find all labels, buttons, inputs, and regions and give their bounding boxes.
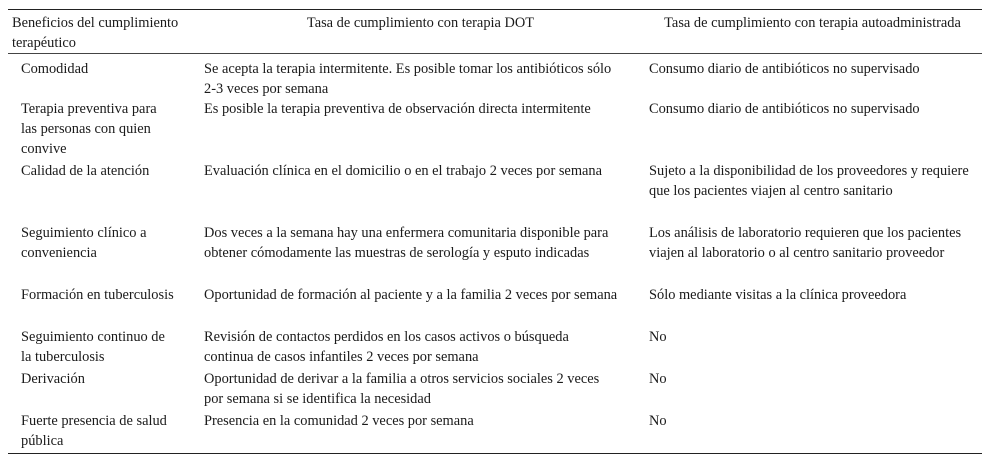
benefit-cell: Calidad de la atención [21, 163, 150, 179]
dot-cell: Oportunidad de formación al paciente y a la familia 2 veces por semana [204, 287, 618, 303]
table-row [8, 99, 982, 161]
header-benefits: Beneficios del cumplimiento terapéutico [12, 15, 179, 51]
header-row [8, 10, 982, 54]
self-cell: No [649, 329, 667, 345]
table-row [8, 161, 982, 223]
self-cell: No [649, 371, 667, 387]
table-body [8, 54, 982, 454]
table-row [8, 411, 982, 453]
self-cell: Sólo mediante visitas a la clínica proveedora [649, 287, 907, 303]
header-dot: Tasa de cumplimiento con terapia DOT [306, 15, 535, 31]
self-cell: Consumo diario de antibióticos no supervisado [649, 101, 920, 117]
benefit-cell: Seguimiento continuo de la tuberculosis [21, 329, 165, 365]
table-row [8, 223, 982, 285]
table-row [8, 285, 982, 327]
dot-cell: Evaluación clínica en el domicilio o en el trabajo 2 veces por semana [204, 163, 602, 179]
table-header [8, 10, 982, 54]
table-row [8, 327, 982, 369]
self-cell: No [649, 413, 667, 429]
self-cell: Consumo diario de antibióticos no supervisado [649, 61, 920, 77]
self-cell: Sujeto a la disponibilidad de los proveedores y requiere que los pacientes viajen al centro sanitario [649, 163, 969, 199]
dot-cell: Oportunidad de derivar a la familia a otros servicios sociales 2 veces por semana si se identifica la necesidad [204, 371, 600, 407]
dot-cell: Es posible la terapia preventiva de observación directa intermitente [204, 101, 591, 117]
comparison-table [8, 9, 982, 454]
page [8, 0, 982, 467]
benefit-cell: Comodidad [21, 61, 89, 77]
benefit-cell: Fuerte presencia de salud pública [21, 413, 167, 449]
dot-cell: Dos veces a la semana hay una enfermera comunitaria disponible para obtener cómodamente las muestras de serología y esputo indicadas [204, 225, 609, 261]
header-self-administered: Tasa de cumplimiento con terapia autoadministrada [664, 15, 961, 31]
benefit-cell: Seguimiento clínico a conveniencia [21, 225, 147, 261]
table-row [8, 54, 982, 100]
table-row [8, 369, 982, 411]
benefit-cell: Derivación [21, 371, 85, 387]
benefit-cell: Formación en tuberculosis [21, 287, 174, 303]
self-cell: Los análisis de laboratorio requieren que los pacientes viajen al laboratorio o al centro sanitario proveedor [649, 225, 962, 261]
dot-cell: Revisión de contactos perdidos en los casos activos o búsqueda continua de casos infantiles 2 veces por semana [204, 329, 569, 365]
benefit-cell: Terapia preventiva para las personas con quien convive [21, 101, 157, 157]
dot-cell: Presencia en la comunidad 2 veces por semana [204, 413, 474, 429]
dot-cell: Se acepta la terapia intermitente. Es posible tomar los antibióticos sólo 2-3 veces por semana [204, 61, 612, 97]
